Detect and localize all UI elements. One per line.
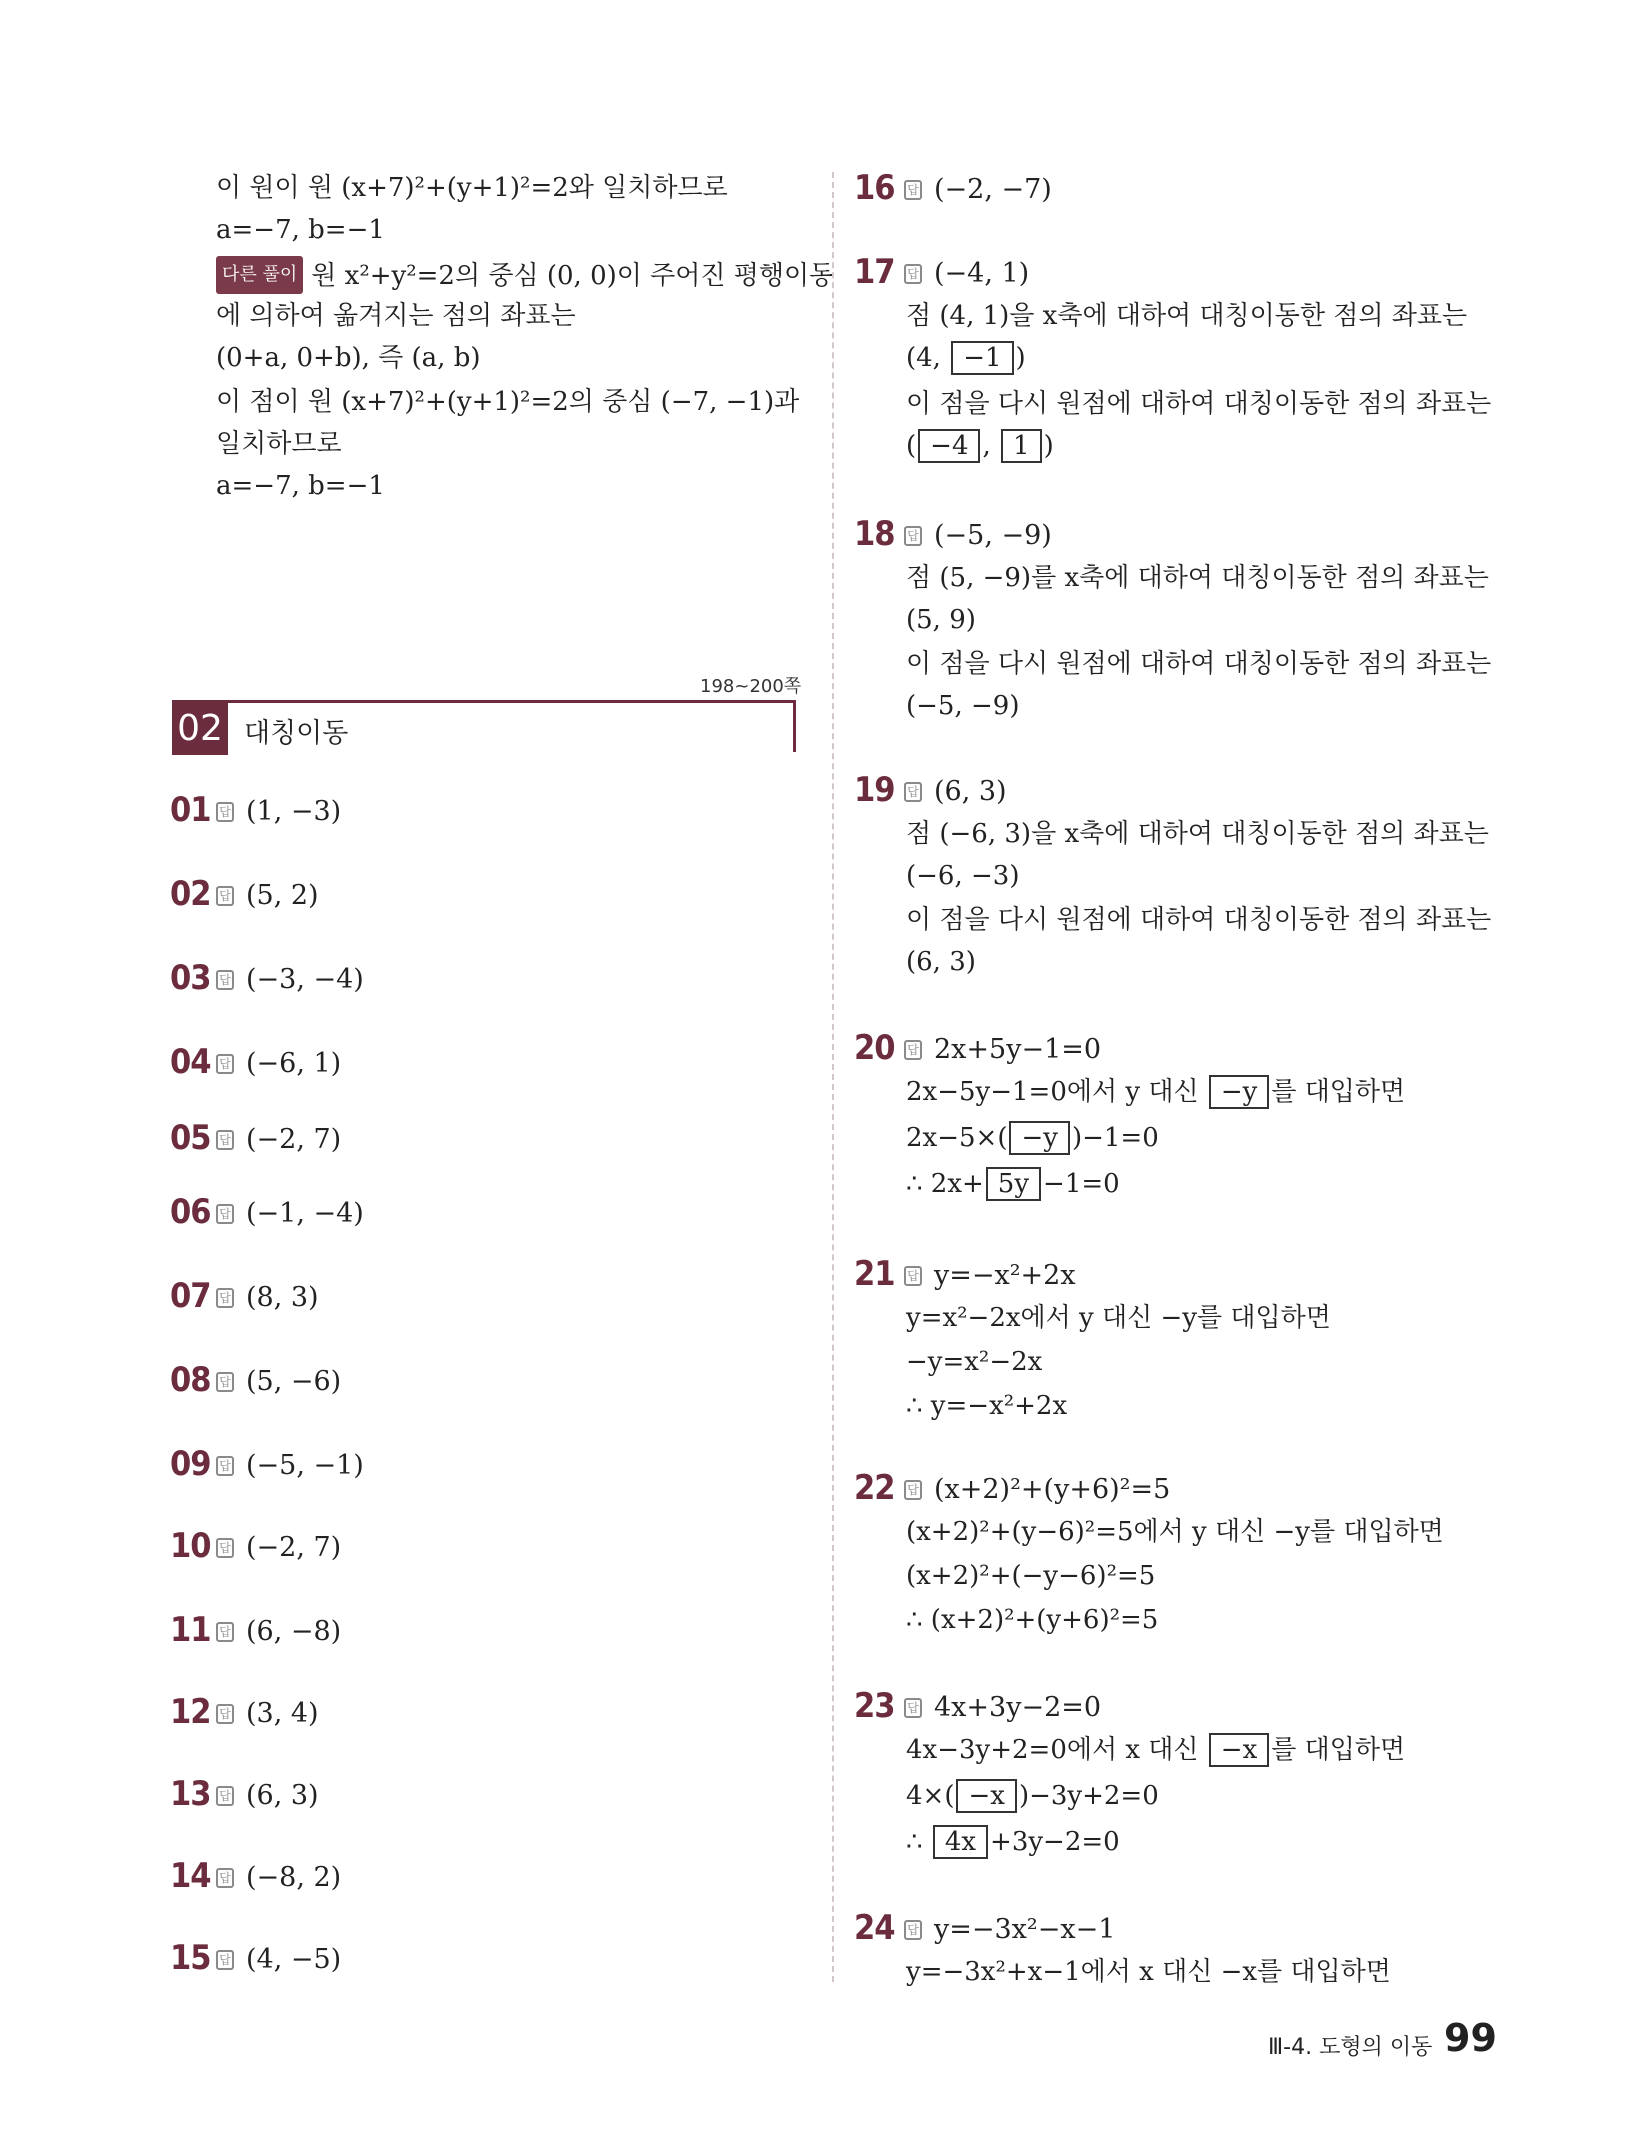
text-line: ∴ y=−x²+2x [906,1391,1068,1421]
answer-text: y=−3x²−x−1 [934,1914,1116,1945]
text-line: (0+a, 0+b), 즉 (a, b) [216,343,481,373]
answer-icon: 답 [904,180,922,200]
answer-icon: 답 [904,1040,922,1060]
answer-text: (3, 4) [246,1698,319,1729]
answer-text: (5, 2) [246,880,319,911]
answer-text: 2x+5y−1=0 [934,1034,1102,1065]
answer-text: (6, 3) [934,776,1007,807]
answer-icon: 답 [216,1130,234,1150]
problem-number: 21 [854,1254,895,1294]
answer-icon: 답 [216,1288,234,1308]
answer-text: (1, −3) [246,796,342,827]
blank-box: 4x [933,1825,988,1859]
text-line [216,256,834,294]
text-line: 4x−3y+2=0에서 x 대신 −x 를 대입하면 [906,1735,1406,1765]
blank-box: −y [1009,1121,1069,1155]
answer-text: (−4, 1) [934,258,1030,289]
answer-icon: 답 [904,526,922,546]
problem-number: 07 [170,1276,211,1316]
text-line: 이 점을 다시 원점에 대하여 대칭이동한 점의 좌표는 [906,905,1492,935]
problem-number: 09 [170,1444,211,1484]
answer-icon: 답 [216,1456,234,1476]
problem-number: 18 [854,514,895,554]
problem-number: 22 [854,1468,895,1508]
problem-number: 12 [170,1692,211,1732]
answer-icon: 답 [904,1480,922,1500]
text-line: 2x−5y−1=0에서 y 대신 −y 를 대입하면 [906,1077,1406,1107]
problem-number: 14 [170,1856,211,1896]
text-line: 2x−5×( −y )−1=0 [906,1123,1159,1153]
text-line: ( −4 , 1 ) [906,431,1054,461]
answer-icon: 답 [904,782,922,802]
answer-text: (−8, 2) [246,1862,342,1893]
blank-box: 5y [986,1167,1041,1201]
answer-text: (5, −6) [246,1366,342,1397]
alt-solution-tag: 다른 풀이 [216,256,303,294]
answer-text: (−5, −9) [934,520,1052,551]
problem-number: 01 [170,790,211,830]
answer-text: (−2, −7) [934,174,1052,205]
text-line: (−5, −9) [906,691,1020,721]
answer-text: (−5, −1) [246,1450,364,1481]
answer-text: y=−x²+2x [934,1260,1076,1291]
text-line: y=−3x²+x−1에서 x 대신 −x를 대입하면 [906,1957,1391,1987]
text-line: −y=x²−2x [906,1347,1043,1377]
text-line: 점 (5, −9)를 x축에 대하여 대칭이동한 점의 좌표는 [906,563,1489,593]
text-line: (6, 3) [906,947,976,977]
answer-text: (4, −5) [246,1944,342,1975]
blank-box: −1 [951,341,1013,375]
text-line: 에 의하여 옮겨지는 점의 좌표는 [216,301,576,331]
text-line: 이 점을 다시 원점에 대하여 대칭이동한 점의 좌표는 [906,389,1492,419]
chapter-footer: Ⅲ-4. 도형의 이동 [1268,2035,1433,2060]
text-line: (−6, −3) [906,861,1020,891]
text-line: 일치하므로 [216,429,342,459]
answer-icon: 답 [904,1266,922,1286]
answer-icon: 답 [216,1054,234,1074]
answer-icon: 답 [216,1204,234,1224]
text-line: 4×( −x )−3y+2=0 [906,1781,1159,1811]
text-line: y=x²−2x에서 y 대신 −y를 대입하면 [906,1303,1331,1333]
answer-text: (x+2)²+(y+6)²=5 [934,1474,1171,1505]
text-line: 점 (−6, 3)을 x축에 대하여 대칭이동한 점의 좌표는 [906,819,1489,849]
text-line: 점 (4, 1)을 x축에 대하여 대칭이동한 점의 좌표는 [906,301,1468,331]
answer-icon: 답 [216,1704,234,1724]
problem-number: 15 [170,1938,211,1978]
problem-number: 24 [854,1908,895,1948]
answer-icon: 답 [904,1920,922,1940]
problem-number: 06 [170,1192,211,1232]
problem-number: 13 [170,1774,211,1814]
answer-text: (−6, 1) [246,1048,342,1079]
problem-number: 02 [170,874,211,914]
answer-text: (6, −8) [246,1616,342,1647]
section-header [172,700,796,752]
answer-icon: 답 [904,264,922,284]
problem-number: 17 [854,252,895,292]
text-line: ∴ 4x +3y−2=0 [906,1827,1120,1857]
answer-icon: 답 [216,802,234,822]
answer-icon: 답 [216,970,234,990]
text-line: a=−7, b=−1 [216,215,385,245]
answer-text: (−3, −4) [246,964,364,995]
answer-text: (−2, 7) [246,1532,342,1563]
section-number: 02 [172,703,228,755]
page-number: 99 [1444,2016,1497,2060]
answer-icon: 답 [216,886,234,906]
problem-number: 20 [854,1028,895,1068]
problem-number: 19 [854,770,895,810]
answer-icon: 답 [216,1622,234,1642]
text-line: (5, 9) [906,605,976,635]
blank-box: −x [956,1779,1016,1813]
section-title: 대칭이동 [244,718,349,749]
text-line: (x+2)²+(y−6)²=5에서 y 대신 −y를 대입하면 [906,1517,1444,1547]
answer-text: (8, 3) [246,1282,319,1313]
blank-box: −x [1209,1733,1269,1767]
column-divider [832,172,834,1982]
blank-box: −y [1209,1075,1269,1109]
answer-icon: 답 [216,1868,234,1888]
problem-number: 04 [170,1042,211,1082]
answer-text: (6, 3) [246,1780,319,1811]
text-line-content: 원 x²+y²=2의 중심 (0, 0)이 주어진 평행이동 [311,261,835,291]
problem-number: 10 [170,1526,211,1566]
blank-box: 1 [1001,429,1042,463]
text-line: (4, −1 ) [906,343,1026,373]
text-line: 이 원이 원 (x+7)²+(y+1)²=2와 일치하므로 [216,173,728,203]
text-line: ∴ (x+2)²+(y+6)²=5 [906,1605,1159,1635]
text-line: a=−7, b=−1 [216,471,385,501]
text-line: ∴ 2x+ 5y −1=0 [906,1169,1120,1199]
answer-icon: 답 [216,1786,234,1806]
answer-icon: 답 [904,1698,922,1718]
problem-number: 08 [170,1360,211,1400]
answer-icon: 답 [216,1950,234,1970]
text-line: 이 점을 다시 원점에 대하여 대칭이동한 점의 좌표는 [906,649,1492,679]
problem-number: 05 [170,1118,211,1158]
problem-number: 23 [854,1686,895,1726]
text-line: 이 점이 원 (x+7)²+(y+1)²=2의 중심 (−7, −1)과 [216,387,800,417]
answer-icon: 답 [216,1372,234,1392]
blank-box: −4 [918,429,980,463]
answer-text: (−2, 7) [246,1124,342,1155]
problem-number: 03 [170,958,211,998]
answer-text: 4x+3y−2=0 [934,1692,1102,1723]
answer-icon: 답 [216,1538,234,1558]
section-page-range: 198~200쪽 [700,676,802,697]
problem-number: 11 [170,1610,211,1650]
text-line: (x+2)²+(−y−6)²=5 [906,1561,1156,1591]
problem-number: 16 [854,168,895,208]
answer-text: (−1, −4) [246,1198,364,1229]
